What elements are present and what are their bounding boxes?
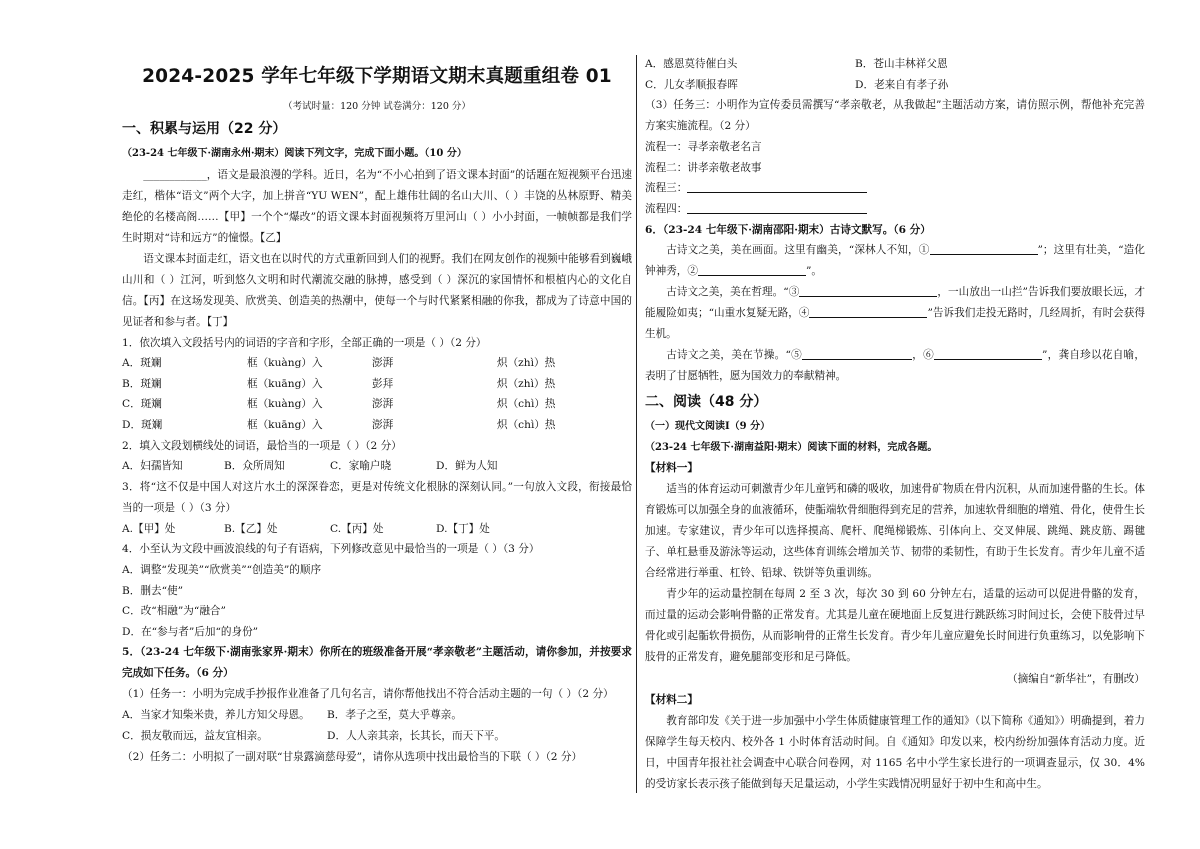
q1-a-3: 澎湃 bbox=[372, 357, 394, 370]
flow-4 bbox=[645, 199, 1145, 220]
q1-c-2: 框（kuàng）入 bbox=[247, 398, 323, 411]
q5-task2-row1 bbox=[645, 54, 1145, 75]
q6-p1-text-a: 古诗文之美，美在画面。这里有幽美，“深林人不知，① bbox=[666, 244, 930, 257]
q6-p1-text-c: ”。 bbox=[805, 265, 822, 278]
q2-options bbox=[122, 456, 632, 477]
material1-para-2: 青少年的运动量控制在每周 2 至 3 次，每次 30 到 60 分钟左右，适量的运动可以促进骨骼的发育，而过量的运动会影响骨骼的正常发育。尤其是儿童在硬地面上反复进行跳跃练习时间过长，会使下肢骨过早骨化或引起骺软骨损伤，从而影响骨的正常生长发育。青少年儿童应避免长时间进行负重练习，以免影响下肢骨的正常发育，避免腿部变形和足弓降低。 bbox=[645, 587, 1145, 663]
flow-2: 流程二：讲孝亲敬老故事 bbox=[645, 161, 762, 174]
q6-para-2 bbox=[645, 282, 1145, 345]
q1-option-a[interactable] bbox=[122, 353, 632, 374]
q5-task1: （1）任务一：小明为完成手抄报作业准备了几句名言，请你帮他找出不符合活动主题的一句（ ）（2 分） bbox=[122, 688, 614, 701]
q1-stem: 1．依次填入文段括号内的词语的字音和字形，全部正确的一项是（ ）（2 分） bbox=[122, 336, 487, 349]
q2-option-b[interactable]: B．众所周知 bbox=[224, 460, 285, 473]
section2-heading: 二、阅读（48 分） bbox=[645, 394, 768, 411]
q5-task1-row2 bbox=[122, 726, 632, 747]
section1-heading: 一、积累与运用（22 分） bbox=[122, 121, 287, 137]
section2-source: （23-24 七年级下·湖南益阳·期末）阅读下面的材料，完成各题。 bbox=[645, 441, 938, 453]
q6-blank-5[interactable] bbox=[802, 347, 912, 360]
q4-option-c[interactable]: C．改“相融”为“融合” bbox=[122, 605, 226, 618]
q1-b-4: 炽（zhì）热 bbox=[497, 377, 556, 390]
q5-task1-row1 bbox=[122, 705, 632, 726]
q3-option-a[interactable]: A.【甲】处 bbox=[122, 522, 176, 535]
material1-para-1: 适当的体育运动可刺激青少年儿童钙和磷的吸收，加速骨矿物质在骨内沉积，从而加速骨骼的生长。体育锻炼可以加强全身的血液循环，使骺端软骨细胞得到充足的营养，加速软骨细胞的增殖、骨化，使骨生长加速。专家建议，青少年可以选择摸高、爬杆、爬绳梯锻炼、引体向上、交叉伸展、跳绳、跳皮筋、踢毽子、单杠悬垂及游泳等运动，这些体育训练会增加关节、韧带的柔韧性，有助于生长发育。青少年儿童不适合经常进行举重、杠铃、铅球、铁饼等负重训练。 bbox=[645, 482, 1145, 579]
exam-info: （考试时量：120 分钟 试卷满分：120 分） bbox=[283, 101, 471, 112]
q3-options bbox=[122, 519, 632, 540]
q1-a-1: A．斑斓 bbox=[122, 357, 162, 370]
q3-stem: 3．将“这不仅是中国人对这片水土的深深眷恋，更是对传统文化根脉的深刻认同。”一句放入文段，衔接最恰当的一项是（ ）（3 分） bbox=[122, 480, 632, 514]
q1-d-2: 框（kuāng）入 bbox=[247, 418, 323, 431]
q1-d-3: 澎湃 bbox=[372, 418, 394, 431]
q5-task2-option-a[interactable]: A．感恩莫待催白头 bbox=[645, 58, 738, 70]
q1-c-4: 炽（chì）热 bbox=[497, 398, 556, 411]
q1-b-1: B．斑斓 bbox=[122, 377, 162, 390]
passage-paragraph-2: 语文课本封面走红，语文也在以时代的方式重新回到人们的视野。我们在网友创作的视频中能够看到巍峨山川和（ ）江河，听到悠久文明和时代潮流交融的脉搏，感受到（ ）深沉的家国情怀和根植内心的文化自信。【丙】在这场发现美、欣赏美、创造美的热潮中，使每一个与时代紧紧相融的你我，都成为了诗意中国的见证者和参与者。【丁】 bbox=[122, 252, 632, 328]
q6-p3-text-b: ，⑥ bbox=[912, 349, 934, 362]
q6-p2-text-c: ”告诉我们走投无路时，几经周折，有时会获得生机。 bbox=[645, 307, 1145, 341]
q1-c-1: C．斑斓 bbox=[122, 398, 162, 411]
q2-stem: 2．填入文段划横线处的词语，最恰当的一项是（ ）（2 分） bbox=[122, 439, 402, 452]
q6-para-3 bbox=[645, 345, 1145, 387]
q6-p3-text-c: ”，龚自珍以花自喻，表明了甘愿牺牲，愿为国效力的奉献精神。 bbox=[645, 349, 1146, 383]
q6-blank-6[interactable] bbox=[934, 347, 1042, 360]
q5-task2: （2）任务二：小明拟了一副对联“甘泉露滴慈母爱”，请你从选项中找出最恰当的下联（ ）（2 分） bbox=[122, 750, 583, 763]
q3-option-c[interactable]: C.【丙】处 bbox=[330, 522, 384, 535]
q5-task2-option-c[interactable]: C．儿女孝顺报春晖 bbox=[645, 78, 738, 91]
q5-task1-option-c[interactable]: C．损友敬而远，益友宜相亲。 bbox=[122, 729, 268, 742]
q5-task1-option-d[interactable]: D．人人亲其亲，长其长，而天下平。 bbox=[327, 729, 505, 742]
q1-a-2: 框（kuàng）入 bbox=[247, 357, 323, 370]
material2-label: 【材料二】 bbox=[645, 693, 698, 706]
q1-option-b[interactable] bbox=[122, 374, 632, 395]
q3-option-b[interactable]: B.【乙】处 bbox=[224, 522, 278, 535]
q4-stem: 4．小至认为文段中画波浪线的句子有语病，下列修改意见中最恰当的一项是（ ）（3 分） bbox=[122, 543, 540, 556]
q1-d-4: 炽（chì）热 bbox=[497, 418, 556, 431]
flow-3 bbox=[645, 178, 1145, 199]
q5-task2-option-b[interactable]: B．苍山丰林祥父恩 bbox=[855, 58, 948, 70]
q6-blank-3[interactable] bbox=[799, 284, 937, 297]
q2-option-a[interactable]: A．妇孺皆知 bbox=[122, 460, 183, 473]
q2-option-c[interactable]: C．家喻户晓 bbox=[330, 460, 392, 473]
left-column bbox=[122, 50, 632, 767]
q5-task1-option-a[interactable]: A．当家才知柴米贵，养儿方知父母恩。 bbox=[122, 709, 310, 722]
q6-p2-text-b: ，一山放出一山拦”告诉我们要放眼长远，才能履险如夷；“山重水复疑无路，④ bbox=[645, 286, 1145, 320]
section2-sub: （一）现代文阅读Ⅰ（9 分） bbox=[645, 421, 771, 433]
q1-b-3: 彭拜 bbox=[372, 377, 394, 390]
q2-option-d[interactable]: D．鲜为人知 bbox=[436, 460, 498, 473]
material2-para-1: 教育部印发《关于进一步加强中小学生体质健康管理工作的通知》（以下简称《通知》）明确提到，着力保障学生每天校内、校外各 1 小时体育活动时间。自《通知》印发以来，校内纷纷加强体育活动力度。近日，中国青年报社社会调查中心联合问卷网，对 1165 名中小学生家长进行的一项调查显示，仅 30．4%的受访家长表示孩子能做到每天足量运动，小学生实践情况明显好于初中生和高中生。 bbox=[645, 714, 1145, 790]
flow-4-blank[interactable] bbox=[687, 201, 867, 214]
q6-stem: 6．（23-24 七年级下·湖南邵阳·期末）古诗文默写。（6 分） bbox=[645, 223, 931, 236]
page-title: 2024-2025 学年七年级下学期语文期末真题重组卷 01 bbox=[142, 66, 612, 87]
right-column bbox=[645, 54, 1145, 795]
q6-p2-text-a: 古诗文之美，美在哲理。“③ bbox=[666, 286, 800, 299]
q3-option-d[interactable]: D.【丁】处 bbox=[436, 522, 490, 535]
q4-option-b[interactable]: B．删去“使” bbox=[122, 584, 183, 597]
q5-task3: （3）任务三：小明作为宣传委员需撰写“孝亲敬老，从我做起”主题活动方案，请仿照示例，帮他补充完善方案实施流程。（2 分） bbox=[645, 99, 1145, 133]
q1-c-3: 澎湃 bbox=[372, 398, 394, 411]
q5-task1-option-b[interactable]: B．孝子之至，莫大乎尊亲。 bbox=[327, 709, 462, 722]
q5-task2-row2 bbox=[645, 75, 1145, 96]
q1-option-c[interactable] bbox=[122, 394, 632, 415]
flow-3-label: 流程三： bbox=[645, 182, 688, 195]
q5-stem: 5．（23-24 七年级下·湖南张家界·期末）你所在的班级准备开展“孝亲敬老”主题活动，请你参加，并按要求完成如下任务。（6 分） bbox=[122, 646, 632, 680]
q6-para-1 bbox=[645, 240, 1145, 282]
flow-4-label: 流程四： bbox=[645, 202, 688, 215]
q6-p1-text-b: ”；这里有壮美，“造化钟神秀，② bbox=[645, 244, 1145, 278]
q5-task2-option-d[interactable]: D．老来自有孝子孙 bbox=[855, 78, 949, 91]
column-divider bbox=[636, 55, 637, 793]
q4-option-a[interactable]: A．调整“发现美”“欣赏美”“创造美”的顺序 bbox=[122, 563, 322, 576]
material1-source: （摘编自“新华社”，有删改） bbox=[1007, 672, 1145, 685]
passage-paragraph-1: ____________，语文是最浪漫的学科。近日，名为“不小心拍到了语文课本封面”的话题在短视频平台迅速走红，楷体“语文”两个大字，加上拼音“YU WEN”，配上雄伟壮阔的名山大川、（ ）丰饶的丛林原野、精美绝伦的名楼高阁……【甲】一个个“爆改”的语文课本封面视频将万里河山（ ）小小封面，一帧帧都是我们学生时期对“诗和远方”的憧憬。【乙】 bbox=[122, 168, 632, 244]
q1-b-2: 框（kuāng）入 bbox=[247, 377, 323, 390]
q6-p3-text-a: 古诗文之美，美在节操。“⑤ bbox=[666, 349, 803, 362]
material1-label: 【材料一】 bbox=[645, 462, 698, 475]
q6-blank-2[interactable] bbox=[698, 263, 806, 276]
q1-option-d[interactable] bbox=[122, 415, 632, 436]
flow-1: 流程一：寻孝亲敬老名言 bbox=[645, 141, 762, 154]
section1-source: （23-24 七年级下·湖南永州·期末）阅读下列文字，完成下面小题。（10 分） bbox=[122, 148, 467, 159]
q1-a-4: 炽（zhì）热 bbox=[497, 357, 556, 370]
q6-blank-1[interactable] bbox=[930, 242, 1038, 255]
flow-3-blank[interactable] bbox=[687, 180, 867, 193]
q4-option-d[interactable]: D．在“参与者”后加“的身份” bbox=[122, 625, 259, 638]
q1-d-1: D．斑斓 bbox=[122, 418, 163, 431]
q6-blank-4[interactable] bbox=[809, 305, 927, 318]
